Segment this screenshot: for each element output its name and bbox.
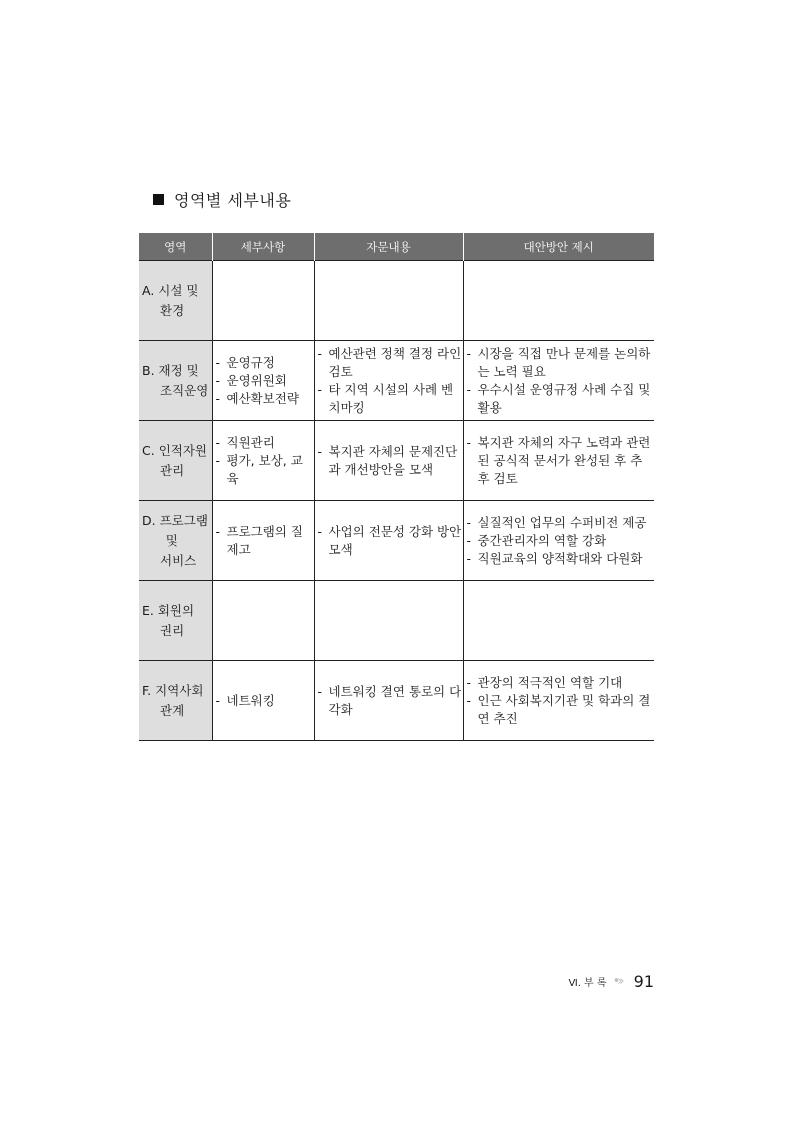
table-row: [139, 581, 654, 661]
header-area: 영역: [139, 233, 212, 261]
alternatives-cell: [463, 421, 654, 501]
list-item: - 중간관리자의 역할 강화: [467, 532, 655, 550]
advice-cell: [314, 421, 463, 501]
area-cell: A. 시설 및 환경: [139, 261, 212, 341]
detail-table: [139, 233, 654, 741]
header-details: 세부사항: [212, 233, 314, 261]
page-number: 91: [633, 972, 654, 991]
list-item: - 우수시설 운영규정 사례 수집 및 활용: [467, 381, 655, 417]
list-item: - 인근 사회복지기관 및 학과의 결연 추진: [467, 692, 655, 728]
list-item: - 운영위원회: [216, 372, 314, 390]
footer-section-label: Ⅵ. 부 록: [568, 978, 607, 989]
alternatives-cell: [463, 581, 654, 661]
list-item: - 네트워킹: [216, 692, 314, 710]
table-row: [139, 661, 654, 741]
advice-cell: [314, 341, 463, 421]
list-item: - 직원교육의 양적확대와 다원화: [467, 550, 655, 568]
alternatives-cell: [463, 341, 654, 421]
table-row: [139, 261, 654, 341]
details-cell: [212, 581, 314, 661]
list-item: - 복지관 자체의 문제진단과 개선방안을 모색: [318, 443, 463, 479]
list-item: - 타 지역 시설의 사례 벤치마킹: [318, 381, 463, 417]
area-cell: E. 회원의 권리: [139, 581, 212, 661]
area-cell: D. 프로그램 및 서비스: [139, 501, 212, 581]
list-item: - 운영규정: [216, 354, 314, 372]
alternatives-cell: [463, 501, 654, 581]
header-alternatives: 대안방안 제시: [463, 233, 654, 261]
table-header-row: [139, 233, 654, 261]
alternatives-cell: [463, 661, 654, 741]
list-item: - 복지관 자체의 자구 노력과 관련된 공식적 문서가 완성된 후 추후 검토: [467, 434, 655, 488]
details-cell: [212, 661, 314, 741]
list-item: - 프로그램의 질 제고: [216, 523, 314, 559]
table-row: [139, 341, 654, 421]
header-advice: 자문내용: [314, 233, 463, 261]
list-item: - 네트워킹 결연 통로의 다각화: [318, 683, 463, 719]
table-row: [139, 501, 654, 581]
list-item: - 예산관련 정책 결정 라인 검토: [318, 345, 463, 381]
table-row: [139, 421, 654, 501]
page-footer: [568, 972, 654, 991]
details-cell: [212, 341, 314, 421]
details-cell: [212, 421, 314, 501]
square-bullet-icon: [153, 194, 164, 205]
advice-cell: [314, 501, 463, 581]
list-item: - 실질적인 업무의 수퍼비전 제공: [467, 514, 655, 532]
list-item: - 시장을 직접 만나 문제를 논의하는 노력 필요: [467, 345, 655, 381]
list-item: - 사업의 전문성 강화 방안 모색: [318, 523, 463, 559]
heading-text: 영역별 세부내용: [174, 191, 292, 210]
advice-cell: [314, 661, 463, 741]
advice-cell: [314, 261, 463, 341]
area-cell: F. 지역사회 관계: [139, 661, 212, 741]
advice-cell: [314, 581, 463, 661]
list-item: - 관장의 적극적인 역할 기대: [467, 674, 655, 692]
details-cell: [212, 501, 314, 581]
list-item: - 예산확보전략: [216, 390, 314, 408]
chevron-right-icon: •››: [612, 974, 622, 989]
area-cell: C. 인적자원 관리: [139, 421, 212, 501]
area-cell: B. 재정 및 조직운영: [139, 341, 212, 421]
section-heading: [153, 188, 291, 211]
details-cell: [212, 261, 314, 341]
list-item: - 직원관리: [216, 434, 314, 452]
alternatives-cell: [463, 261, 654, 341]
list-item: - 평가, 보상, 교육: [216, 452, 314, 488]
